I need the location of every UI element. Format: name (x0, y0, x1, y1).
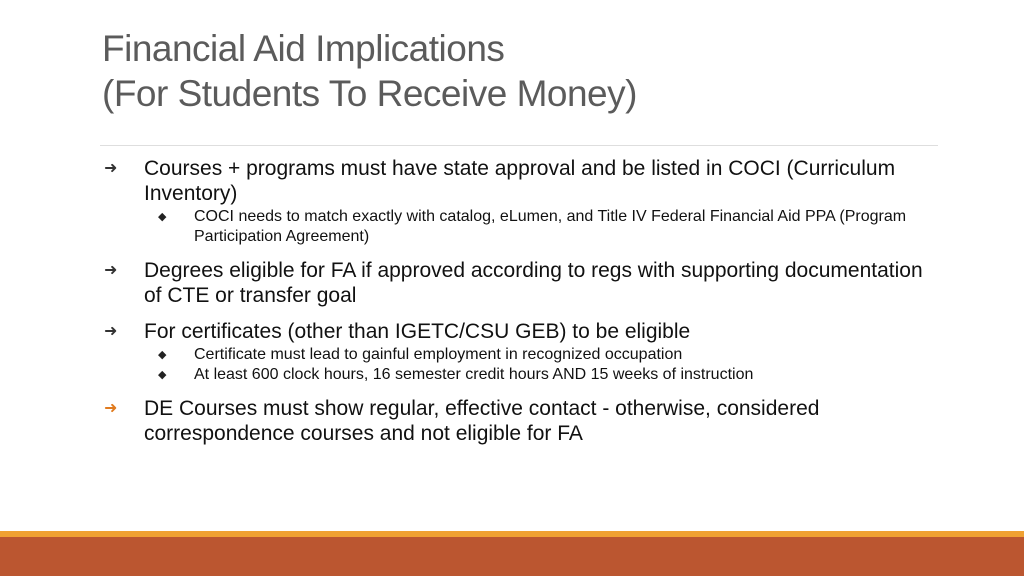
arrow-right-icon: ➜ (104, 400, 118, 417)
bullet-list (104, 156, 934, 457)
bullet-text: DE Courses must show regular, effective contact - otherwise, considered correspondence courses and not eligible for FA (144, 397, 820, 445)
sub-bullet-text: Certificate must lead to gainful employment in recognized occupation (194, 346, 683, 363)
bullet-item-certificates (104, 319, 934, 385)
sub-bullet-item (144, 207, 934, 247)
sub-bullet-text: COCI needs to match exactly with catalog, eLumen, and Title IV Federal Financial Aid PPA (Program Participation Agreement) (194, 208, 907, 245)
bullet-text: Degrees eligible for FA if approved according to regs with supporting documentation of CTE or transfer goal (144, 259, 923, 307)
diamond-icon: ◆ (158, 349, 167, 361)
bullet-item-degrees (104, 258, 934, 308)
arrow-right-icon: ➜ (104, 262, 118, 279)
bullet-item-coci (104, 156, 934, 247)
bullet-item-de-courses (104, 396, 934, 446)
diamond-icon: ◆ (158, 211, 167, 223)
sub-bullet-list (144, 207, 934, 247)
title-line-1: Financial Aid Implications (102, 28, 505, 69)
footer-bar (0, 537, 1024, 576)
title-line-2: (For Students To Receive Money) (102, 73, 637, 114)
sub-bullet-item (144, 365, 934, 385)
arrow-right-icon: ➜ (104, 160, 118, 177)
bullet-text: Courses + programs must have state approval and be listed in COCI (Curriculum Inventory) (144, 157, 896, 205)
title-divider (100, 145, 938, 146)
bullet-text: For certificates (other than IGETC/CSU GEB) to be eligible (144, 320, 691, 343)
arrow-right-icon: ➜ (104, 323, 118, 340)
slide-title (102, 26, 962, 116)
sub-bullet-text: At least 600 clock hours, 16 semester credit hours AND 15 weeks of instruction (194, 366, 754, 383)
sub-bullet-item (144, 345, 934, 365)
sub-bullet-list (144, 345, 934, 385)
diamond-icon: ◆ (158, 369, 167, 381)
